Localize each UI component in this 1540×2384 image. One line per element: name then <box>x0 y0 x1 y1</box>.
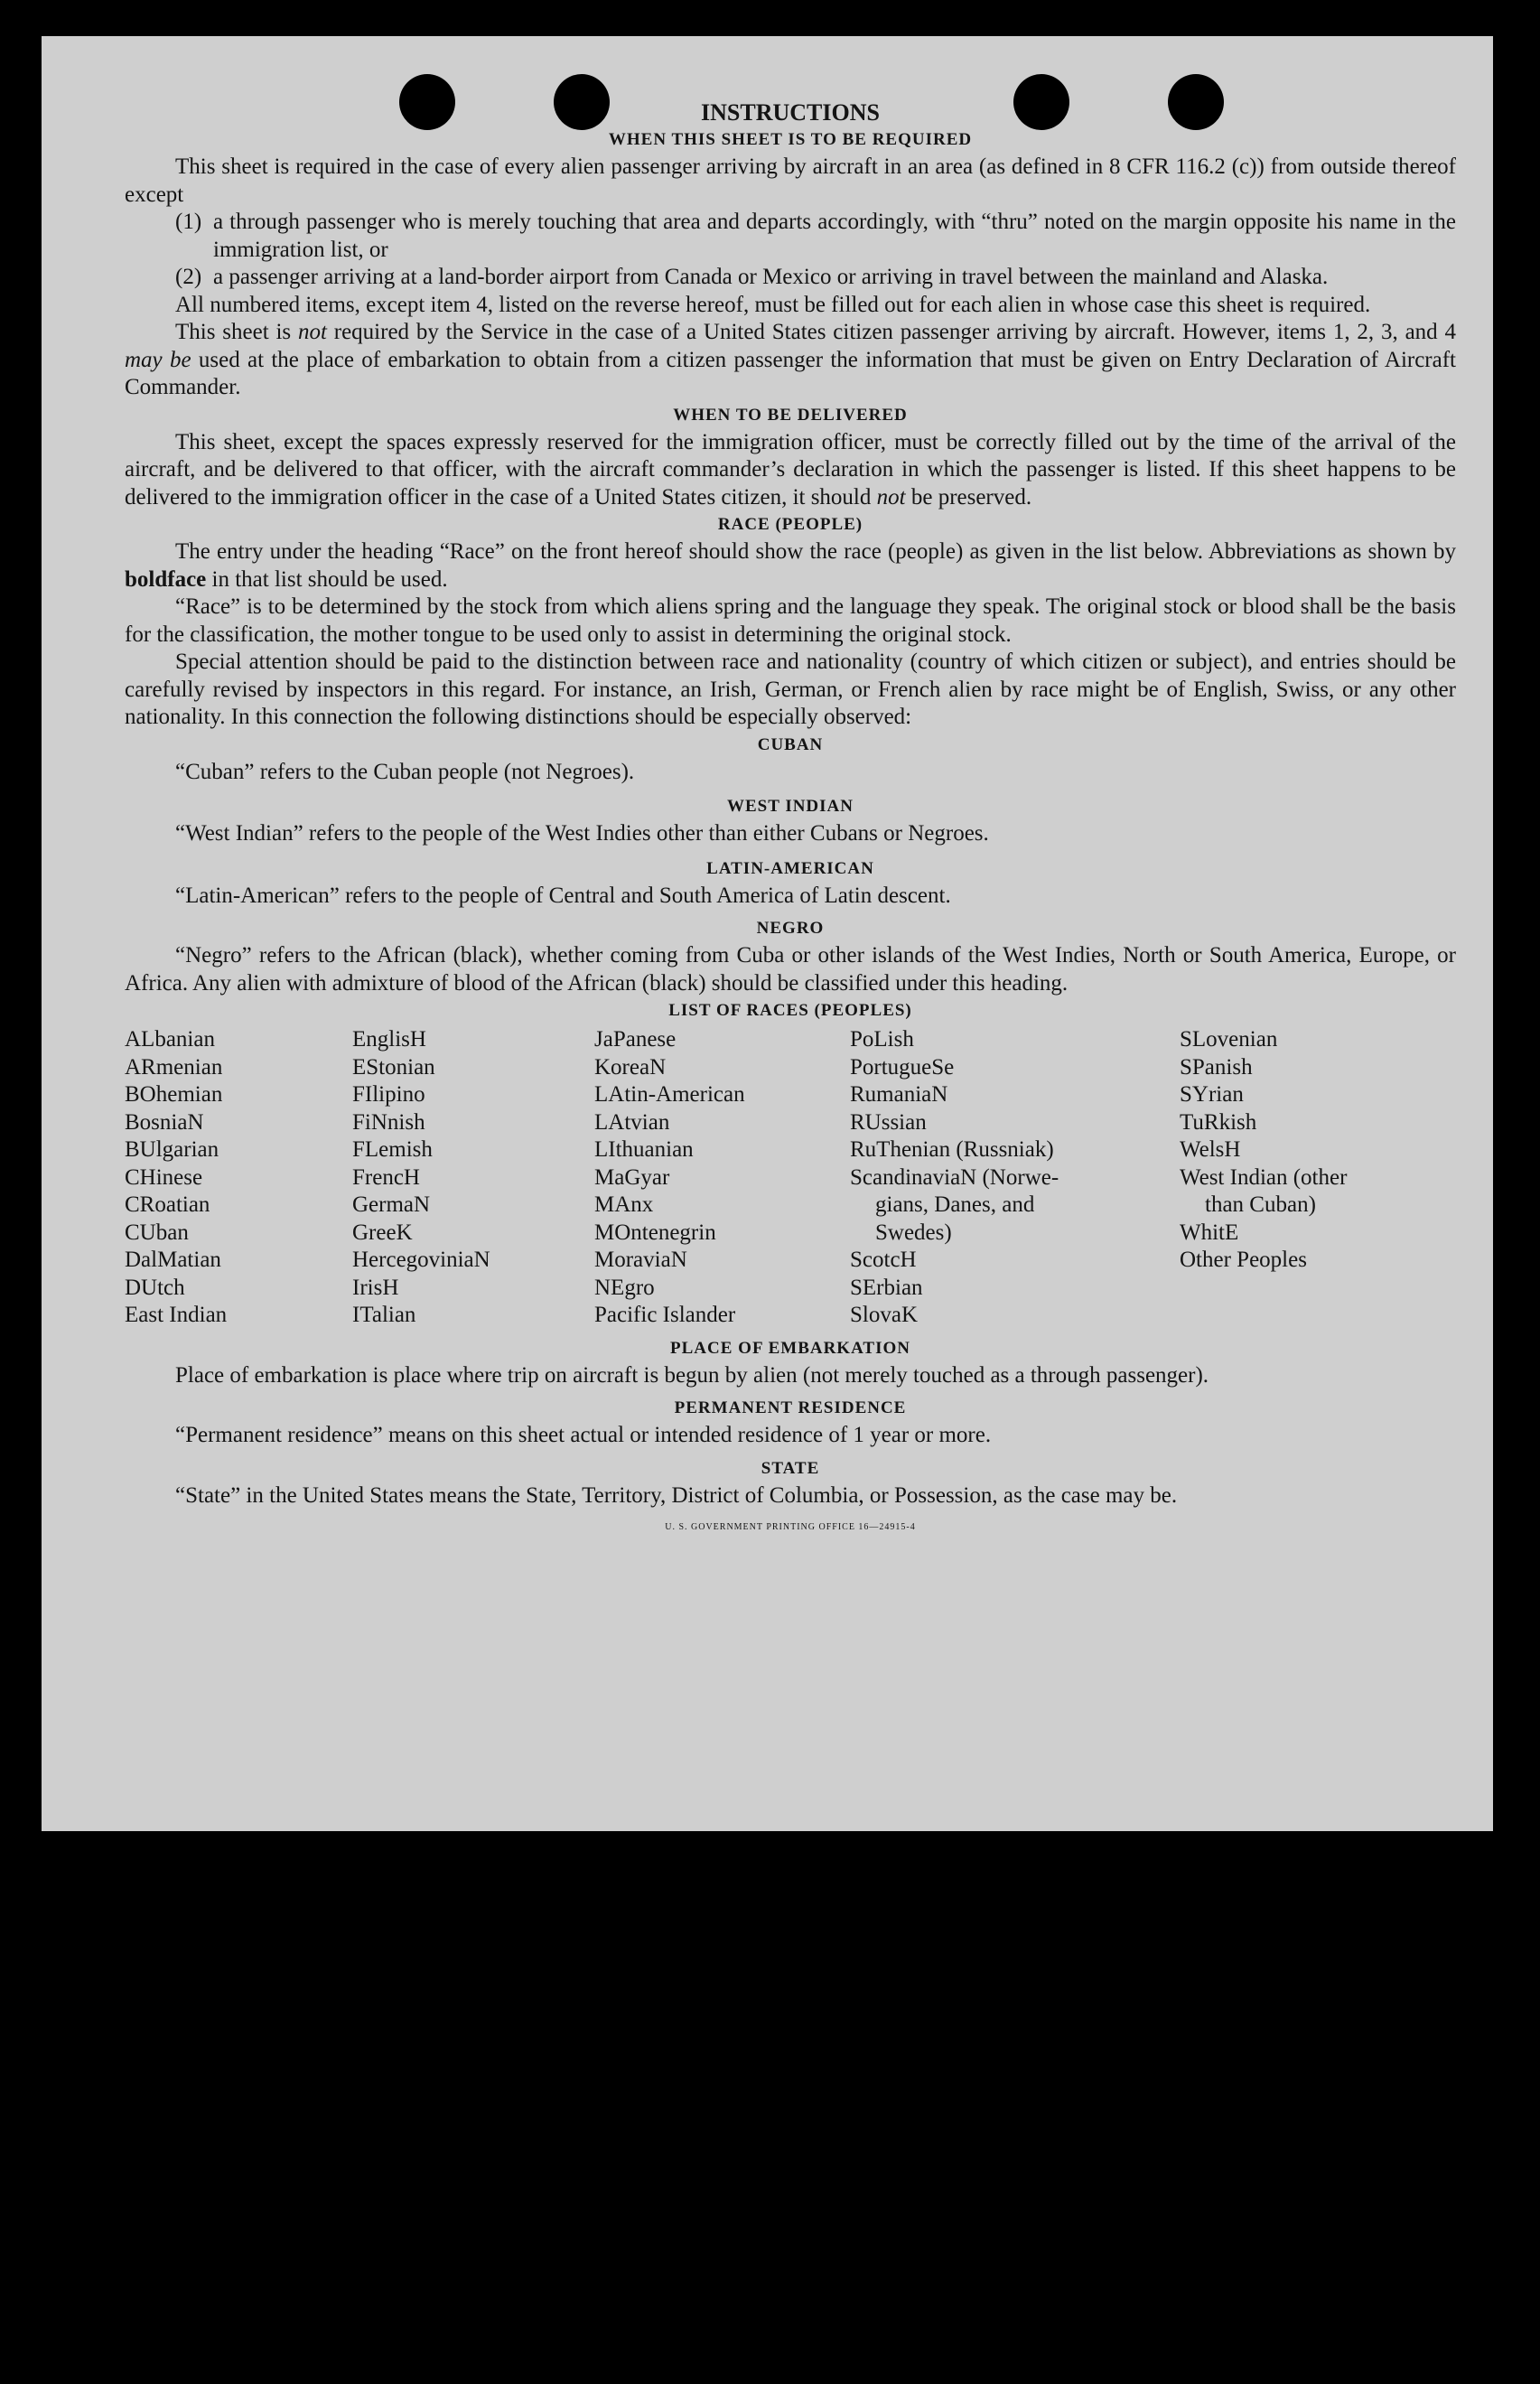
race-item: LIthuanian <box>594 1137 694 1162</box>
race-item: SlovaK <box>850 1303 918 1327</box>
race-item: RuThenian (Russniak) <box>850 1137 1054 1162</box>
race-item: PoLish <box>850 1027 914 1052</box>
text: This sheet, except the spaces expressly reserved for the immigration officer, must be correctly filled out by the time of the arrival of the aircraft, and be delivered to that officer, with the aircraft commander’s declaration in which the passenger is listed. If this sheet happens to be delivered to the immigration officer in the case of a United States citizen, it should <box>125 429 1456 510</box>
race-item: SPanish <box>1180 1054 1253 1080</box>
race-item: DUtch <box>125 1275 185 1300</box>
race-item: CUban <box>125 1220 189 1245</box>
section-heading: PLACE OF EMBARKATION <box>670 1338 910 1358</box>
text: in that list should be used. <box>206 566 448 592</box>
section-heading: CUBAN <box>757 734 824 754</box>
section-heading: STATE <box>761 1458 820 1478</box>
section-heading: LIST OF RACES (PEOPLES) <box>668 1001 912 1020</box>
race-item: BOhemian <box>125 1082 223 1107</box>
race-item: RUssian <box>850 1109 927 1135</box>
race-item: FrencH <box>352 1164 420 1190</box>
paragraph: “Permanent residence” means on this sheet actual or intended residence of 1 year or more. <box>175 1423 992 1447</box>
race-item: WhitE <box>1180 1220 1239 1245</box>
list-item <box>125 209 1456 264</box>
race-item: CRoatian <box>125 1192 210 1217</box>
bold-text: boldface <box>125 566 207 592</box>
item-text: a through passenger who is merely touching that area and departs accordingly, with “thru” noted on the margin opposite his name in the immigration list, or <box>213 210 1456 262</box>
paragraph: All numbered items, except item 4, listed on the reverse hereof, must be filled out for each alien in whose case this sheet is required. <box>175 292 1371 317</box>
race-item: TuRkish <box>1180 1109 1257 1135</box>
section-heading: NEGRO <box>756 919 825 938</box>
race-item: WelsH <box>1180 1137 1241 1162</box>
race-item: ScotcH <box>850 1248 917 1272</box>
page-title: INSTRUCTIONS <box>701 99 880 126</box>
race-column <box>850 1026 1180 1330</box>
paragraph: “Cuban” refers to the Cuban people (not Negroes). <box>175 759 635 784</box>
paragraph: Place of embarkation is place where trip on aircraft is begun by alien (not merely touched as a through passenger). <box>175 1362 1209 1388</box>
section-heading: WEST INDIAN <box>727 797 854 816</box>
race-item: ITalian <box>352 1303 416 1327</box>
race-item: FLemish <box>352 1137 433 1162</box>
race-item: Other Peoples <box>1180 1248 1307 1272</box>
race-item: IrisH <box>352 1275 399 1300</box>
race-item: CHinese <box>125 1164 203 1190</box>
text: used at the place of embarkation to obtain from a citizen passenger the information that must be given on Entry Declaration of Aircraft Commander. <box>125 347 1457 399</box>
section-heading: WHEN THIS SHEET IS TO BE REQUIRED <box>608 130 973 149</box>
section-heading: RACE (PEOPLE) <box>717 515 863 534</box>
race-column <box>594 1026 850 1330</box>
race-item: RumaniaN <box>850 1082 948 1107</box>
race-item: than Cuban) <box>1205 1192 1316 1217</box>
race-item: EStonian <box>352 1054 435 1080</box>
race-item: East Indian <box>125 1303 228 1327</box>
race-item: Swedes) <box>875 1220 952 1245</box>
race-item: NEgro <box>594 1275 655 1300</box>
race-item: EnglisH <box>352 1027 426 1052</box>
race-column <box>352 1026 594 1330</box>
race-item: SYrian <box>1180 1082 1244 1107</box>
sheet-content <box>125 99 1456 1532</box>
race-item: SLovenian <box>1180 1027 1278 1052</box>
race-column <box>1180 1026 1442 1330</box>
section-heading: LATIN-AMERICAN <box>706 858 874 878</box>
paragraph: Special attention should be paid to the distinction between race and nationality (country of which citizen or subject), and entries should be carefully revised by inspectors in this regard. For instance, an Irish, German, or French alien by race might be of English, Swiss, or any other nationality. In this connection the following distinctions should be especially observed: <box>125 650 1456 729</box>
paragraph: This sheet is required in the case of every alien passenger arriving by aircraft in an area (as defined in 8 CFR 116.2 (c)) from outside thereof except <box>125 154 1456 207</box>
paragraph <box>125 319 1456 402</box>
race-list <box>125 1026 1456 1330</box>
race-item: ScandinaviaN (Norwe- <box>850 1164 1059 1190</box>
race-item: FIlipino <box>352 1082 425 1107</box>
race-item: PortugueSe <box>850 1054 955 1080</box>
paragraph <box>125 538 1456 594</box>
paragraph: “West Indian” refers to the people of the West Indies other than either Cubans or Negroes. <box>175 821 989 846</box>
race-item: gians, Danes, and <box>875 1192 1035 1217</box>
section-heading: PERMANENT RESIDENCE <box>674 1398 907 1417</box>
emphasis: may be <box>125 347 191 372</box>
section-heading: WHEN TO BE DELIVERED <box>673 405 908 425</box>
race-item: LAtin-American <box>594 1082 745 1107</box>
paragraph: “Race” is to be determined by the stock from which aliens spring and the language they speak. The original stock or blood shall be the basis for the classification, the mother tongue to be used only to assist in determining the original stock. <box>125 594 1456 647</box>
emphasis: not <box>297 320 327 344</box>
race-item: MaGyar <box>594 1164 670 1190</box>
paragraph <box>125 429 1456 512</box>
race-column <box>125 1026 352 1330</box>
item-text: a passenger arriving at a land-border airport from Canada or Mexico or arriving in travel between the mainland and Alaska. <box>213 265 1329 289</box>
printer-imprint: U. S. GOVERNMENT PRINTING OFFICE 16—24915-4 <box>665 1522 916 1532</box>
text: This sheet is <box>175 320 298 344</box>
race-item: BUlgarian <box>125 1137 219 1162</box>
race-item: KoreaN <box>594 1054 667 1080</box>
instruction-sheet <box>42 36 1493 1831</box>
race-item: West Indian (other <box>1180 1164 1348 1190</box>
item-number: (1) <box>175 210 202 234</box>
text: required by the Service in the case of a United States citizen passenger arriving by aircraft. However, items 1, 2, 3, and 4 <box>326 320 1456 344</box>
race-item: HercegoviniaN <box>352 1248 490 1272</box>
race-item: MOntenegrin <box>594 1220 716 1245</box>
race-item: MAnx <box>594 1192 654 1217</box>
race-item: GreeK <box>352 1220 413 1245</box>
emphasis: not <box>876 484 906 510</box>
item-number: (2) <box>175 265 202 289</box>
race-item: LAtvian <box>594 1109 670 1135</box>
text: be preserved. <box>905 484 1032 510</box>
race-item: ARmenian <box>125 1054 223 1080</box>
race-item: JaPanese <box>594 1027 677 1052</box>
paragraph: “State” in the United States means the State, Territory, District of Columbia, or Possession, as the case may be. <box>175 1482 1178 1508</box>
race-item: GermaN <box>352 1192 431 1217</box>
race-item: SErbian <box>850 1275 923 1300</box>
list-item <box>125 264 1456 292</box>
race-item: BosniaN <box>125 1109 204 1135</box>
paragraph: “Negro” refers to the African (black), whether coming from Cuba or other islands of the West Indies, North or South America, Europe, or Africa. Any alien with admixture of blood of the African (black) should be classified under this heading. <box>125 943 1456 996</box>
race-item: ALbanian <box>125 1027 215 1052</box>
race-item: DalMatian <box>125 1248 221 1272</box>
race-item: Pacific Islander <box>594 1303 736 1327</box>
race-item: FiNnish <box>352 1109 425 1135</box>
text: The entry under the heading “Race” on the front hereof should show the race (people) as given in the list below. Abbreviations as shown by <box>175 539 1456 564</box>
race-item: MoraviaN <box>594 1248 687 1272</box>
paragraph: “Latin-American” refers to the people of Central and South America of Latin descent. <box>175 883 951 908</box>
